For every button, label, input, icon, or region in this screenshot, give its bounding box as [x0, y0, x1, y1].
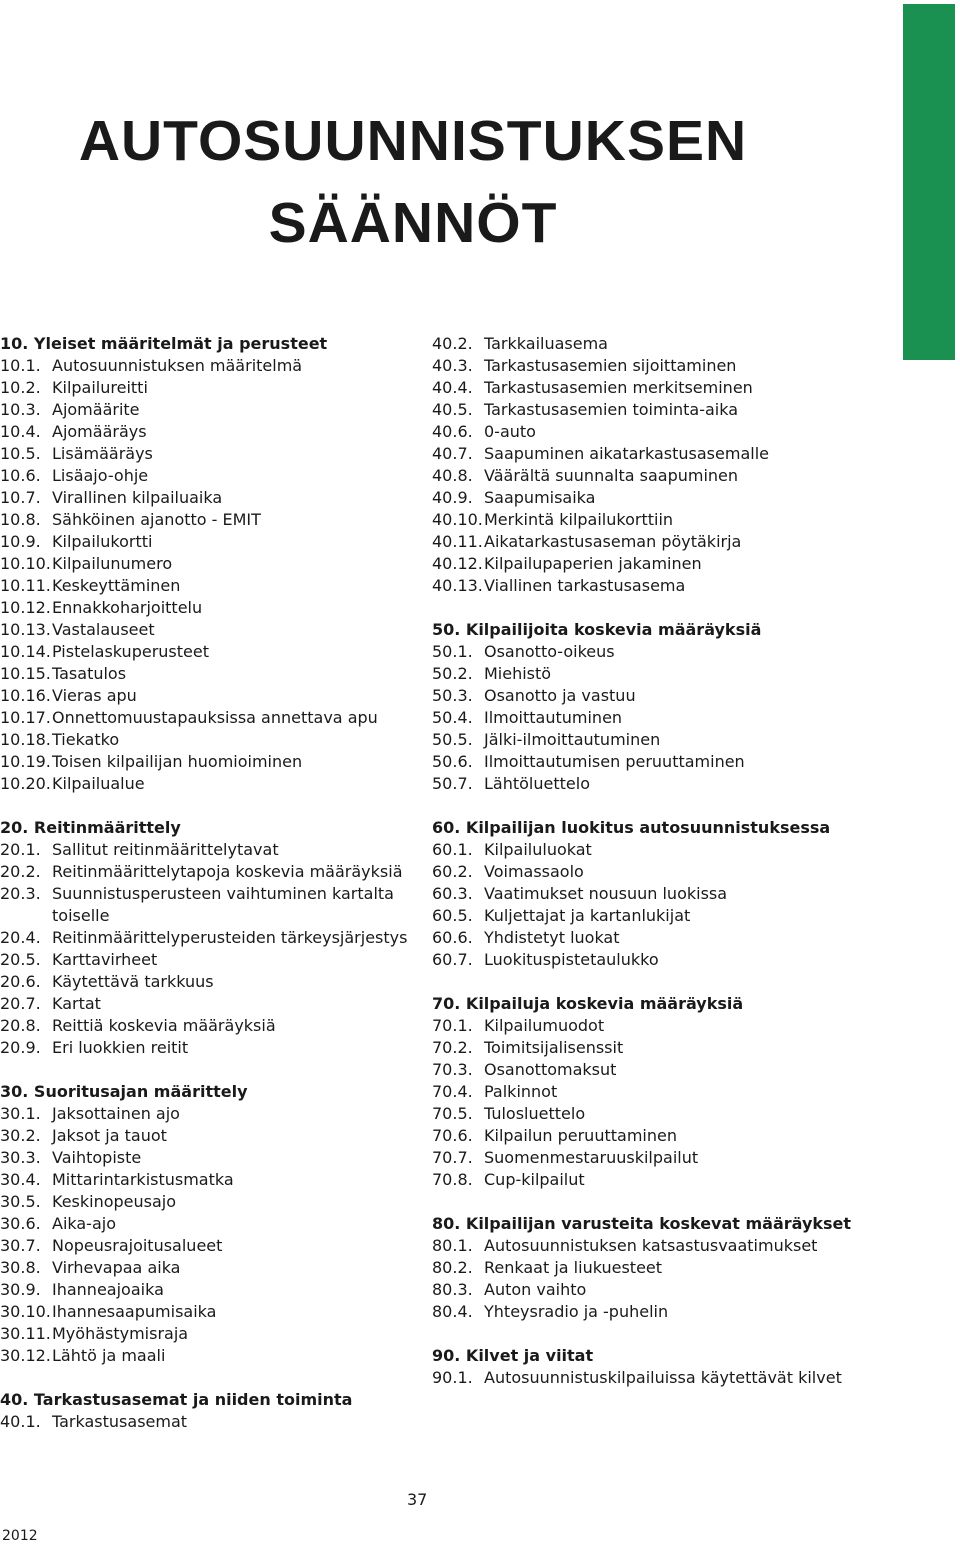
toc-item-number: 30.10.	[0, 1302, 51, 1321]
toc-section	[432, 993, 902, 1191]
toc-item-number: 10.19.	[0, 752, 51, 771]
toc-item-number: 10.13.	[0, 620, 51, 639]
toc-item-number: 70.5.	[432, 1104, 473, 1123]
toc-item	[0, 531, 420, 553]
toc-section	[432, 1345, 902, 1389]
toc-item-label: Mittarintarkistusmatka	[52, 1170, 234, 1189]
toc-item	[432, 949, 902, 971]
toc-section	[432, 333, 902, 597]
toc-item-number: 60.7.	[432, 950, 473, 969]
title-line-1: AUTOSUUNNISTUKSEN	[78, 109, 748, 173]
toc-item-number: 40.3.	[432, 356, 473, 375]
toc-item-label: Vaatimukset nousuun luokissa	[484, 884, 728, 903]
toc-item	[432, 883, 902, 905]
toc-item-label: Eri luokkien reitit	[52, 1038, 189, 1057]
toc-item-label: Käytettävä tarkkuus	[52, 972, 214, 991]
toc-item-label: Yhteysradio ja -puhelin	[484, 1302, 669, 1321]
toc-item	[0, 1169, 420, 1191]
toc-item-label: Ilmoittautuminen	[484, 708, 623, 727]
toc-item-number: 60.6.	[432, 928, 473, 947]
toc-item	[0, 1411, 420, 1433]
toc-item	[432, 751, 902, 773]
toc-item-number: 20.1.	[0, 840, 41, 859]
toc-item-label: Autosuunnistuksen katsastusvaatimukset	[484, 1236, 818, 1255]
toc-item-number: 70.2.	[432, 1038, 473, 1057]
toc-item-number: 50.2.	[432, 664, 473, 683]
toc-item-label: Ajomäärite	[52, 400, 140, 419]
toc-item-label: Kilpailun peruuttaminen	[484, 1126, 677, 1145]
section-heading: 60. Kilpailijan luokitus autosuunnistuksessa	[432, 818, 831, 837]
toc-item-label: Kuljettajat ja kartanlukijat	[484, 906, 691, 925]
toc-item-label: Kilpailumuodot	[484, 1016, 605, 1035]
section-heading: 10. Yleiset määritelmät ja perusteet	[0, 334, 328, 353]
toc-item-number: 70.6.	[432, 1126, 473, 1145]
toc-item-number: 20.4.	[0, 928, 41, 947]
toc-item	[0, 949, 420, 971]
toc-item	[432, 509, 902, 531]
toc-item-number: 10.18.	[0, 730, 51, 749]
toc-item	[0, 509, 420, 531]
toc-item-number: 10.14.	[0, 642, 51, 661]
toc-item-number: 60.3.	[432, 884, 473, 903]
toc-item-number: 10.15.	[0, 664, 51, 683]
section-heading: 90. Kilvet ja viitat	[432, 1346, 594, 1365]
toc-item-label: Kartat	[52, 994, 101, 1013]
toc-item-number: 80.2.	[432, 1258, 473, 1277]
toc-item	[0, 641, 420, 663]
toc-item	[0, 927, 420, 949]
toc-item-label: Kilpailukortti	[52, 532, 153, 551]
toc-item	[432, 927, 902, 949]
toc-item	[0, 839, 420, 861]
toc-item-number: 70.7.	[432, 1148, 473, 1167]
toc-section	[432, 817, 902, 971]
toc-item	[432, 1037, 902, 1059]
toc-item-label: Tarkastusasemien merkitseminen	[484, 378, 753, 397]
toc-item	[432, 377, 902, 399]
toc-item	[432, 1235, 902, 1257]
toc-section	[0, 1389, 420, 1433]
toc-item-label: Tarkastusasemat	[52, 1412, 188, 1431]
toc-item-label: Ilmoittautumisen peruuttaminen	[484, 752, 745, 771]
toc-item-label: Keskeyttäminen	[52, 576, 181, 595]
toc-item	[0, 1147, 420, 1169]
toc-item-number: 10.11.	[0, 576, 51, 595]
toc-item-label: Virhevapaa aika	[52, 1258, 181, 1277]
toc-item-number: 30.6.	[0, 1214, 41, 1233]
toc-item-label: Autosuunnistuskilpailuissa käytettävät kilvet	[484, 1368, 842, 1387]
toc-item-number: 40.11.	[432, 532, 483, 551]
toc-item-label: Lähtöluettelo	[484, 774, 590, 793]
toc-item-label: Keskinopeusajo	[52, 1192, 177, 1211]
toc-item	[0, 1345, 420, 1367]
toc-section	[432, 1213, 902, 1323]
toc-item-number: 20.5.	[0, 950, 41, 969]
toc-item-label: Tarkastusasemien toiminta-aika	[484, 400, 739, 419]
toc-item	[432, 1125, 902, 1147]
toc-item-label: Kilpailunumero	[52, 554, 173, 573]
toc-item	[432, 487, 902, 509]
toc-item-number: 80.4.	[432, 1302, 473, 1321]
green-accent-bar	[903, 4, 955, 360]
toc-item-label: Saapuminen aikatarkastusasemalle	[484, 444, 769, 463]
toc-item-label: Karttavirheet	[52, 950, 158, 969]
toc-item-label: Kilpailualue	[52, 774, 145, 793]
toc-item-label: Vieras apu	[52, 686, 137, 705]
section-heading: 70. Kilpailuja koskevia määräyksiä	[432, 994, 744, 1013]
toc-item-number: 40.5.	[432, 400, 473, 419]
toc-item	[432, 333, 902, 355]
toc-item-label: Vastalauseet	[52, 620, 155, 639]
toc-item-number: 10.6.	[0, 466, 41, 485]
toc-item	[432, 839, 902, 861]
toc-item	[432, 861, 902, 883]
toc-item	[432, 465, 902, 487]
toc-item-label: Lisäajo-ohje	[52, 466, 149, 485]
toc-item-number: 10.1.	[0, 356, 41, 375]
toc-item-label: Jälki-ilmoittautuminen	[484, 730, 661, 749]
toc-item	[432, 1169, 902, 1191]
toc-item	[0, 1191, 420, 1213]
toc-item	[0, 971, 420, 993]
toc-section	[432, 619, 902, 795]
toc-item	[432, 1081, 902, 1103]
toc-item	[0, 861, 420, 883]
toc-item	[432, 1147, 902, 1169]
toc-item	[0, 1015, 420, 1037]
section-heading: 50. Kilpailijoita koskevia määräyksiä	[432, 620, 762, 639]
toc-item	[0, 685, 420, 707]
toc-item-number: 30.7.	[0, 1236, 41, 1255]
toc-item	[0, 443, 420, 465]
toc-item	[432, 1279, 902, 1301]
toc-item-number: 50.6.	[432, 752, 473, 771]
toc-item-number: 40.7.	[432, 444, 473, 463]
toc-item-label: Saapumisaika	[484, 488, 596, 507]
toc-item	[432, 1301, 902, 1323]
toc-item	[0, 399, 420, 421]
toc-item-number: 40.4.	[432, 378, 473, 397]
toc-item-label: Cup-kilpailut	[484, 1170, 585, 1189]
toc-item	[0, 1279, 420, 1301]
toc-item-label: Jaksottainen ajo	[52, 1104, 180, 1123]
toc-item-number: 10.12.	[0, 598, 51, 617]
toc-item-label: Nopeusrajoitusalueet	[52, 1236, 223, 1255]
toc-item-number: 60.2.	[432, 862, 473, 881]
toc-item-label: Suunnistusperusteen vaihtuminen kartalta toiselle	[52, 884, 394, 925]
toc-item-number: 30.12.	[0, 1346, 51, 1365]
toc-item	[0, 619, 420, 641]
toc-right-column	[432, 333, 902, 1411]
toc-item-label: Ihannesaapumisaika	[52, 1302, 217, 1321]
toc-item-label: Lisämääräys	[52, 444, 153, 463]
toc-item	[432, 663, 902, 685]
toc-item	[432, 355, 902, 377]
year-label: 2012	[2, 1528, 38, 1544]
toc-item	[0, 575, 420, 597]
toc-item-number: 10.2.	[0, 378, 41, 397]
toc-item-label: Reittiä koskevia määräyksiä	[52, 1016, 276, 1035]
toc-item-label: Osanottomaksut	[484, 1060, 617, 1079]
toc-item	[0, 993, 420, 1015]
toc-item-number: 20.6.	[0, 972, 41, 991]
toc-item	[432, 707, 902, 729]
toc-item-number: 10.8.	[0, 510, 41, 529]
toc-item-number: 30.1.	[0, 1104, 41, 1123]
toc-item-label: Viallinen tarkastusasema	[484, 576, 686, 595]
toc-item-number: 80.3.	[432, 1280, 473, 1299]
toc-item-label: Reitinmäärittelytapoja koskevia määräyksiä	[52, 862, 403, 881]
toc-section	[0, 1081, 420, 1367]
toc-item-label: Lähtö ja maali	[52, 1346, 166, 1365]
toc-item-number: 70.4.	[432, 1082, 473, 1101]
toc-item-label: Kilpailureitti	[52, 378, 148, 397]
toc-item-number: 30.2.	[0, 1126, 41, 1145]
section-heading: 40. Tarkastusasemat ja niiden toiminta	[0, 1390, 353, 1409]
toc-item-label: Onnettomuustapauksissa annettava apu	[52, 708, 378, 727]
toc-item-label: Aika-ajo	[52, 1214, 116, 1233]
toc-item-label: Ihanneajoaika	[52, 1280, 164, 1299]
toc-item-label: Tarkkailuasema	[484, 334, 608, 353]
toc-item-label: Toimitsijalisenssit	[484, 1038, 624, 1057]
toc-item-label: Toisen kilpailijan huomioiminen	[52, 752, 303, 771]
toc-item	[0, 773, 420, 795]
toc-left-column	[0, 333, 420, 1455]
toc-item-number: 40.8.	[432, 466, 473, 485]
toc-item	[432, 1367, 902, 1389]
toc-item-number: 10.17.	[0, 708, 51, 727]
toc-item	[0, 663, 420, 685]
toc-item-label: Tarkastusasemien sijoittaminen	[484, 356, 737, 375]
toc-item-label: Renkaat ja liukuesteet	[484, 1258, 663, 1277]
toc-item-number: 10.16.	[0, 686, 51, 705]
toc-item-number: 20.7.	[0, 994, 41, 1013]
toc-item-number: 50.5.	[432, 730, 473, 749]
toc-item	[432, 1103, 902, 1125]
toc-item	[432, 553, 902, 575]
toc-item-number: 30.3.	[0, 1148, 41, 1167]
toc-item-number: 10.5.	[0, 444, 41, 463]
toc-item	[0, 1103, 420, 1125]
toc-item	[432, 1257, 902, 1279]
toc-item-number: 10.3.	[0, 400, 41, 419]
toc-item-label: Ennakkoharjoittelu	[52, 598, 203, 617]
toc-item-label: Voimassaolo	[484, 862, 584, 881]
toc-item-number: 20.3.	[0, 884, 41, 903]
toc-item	[432, 685, 902, 707]
toc-item	[0, 883, 420, 927]
toc-item-number: 40.10.	[432, 510, 483, 529]
toc-item	[0, 487, 420, 509]
toc-item-number: 50.4.	[432, 708, 473, 727]
toc-item-number: 30.11.	[0, 1324, 51, 1343]
toc-item	[432, 1059, 902, 1081]
toc-item	[0, 355, 420, 377]
toc-item-label: Vaihtopiste	[52, 1148, 142, 1167]
toc-item-number: 20.2.	[0, 862, 41, 881]
toc-item-label: Tiekatko	[52, 730, 120, 749]
toc-item	[432, 421, 902, 443]
toc-item-number: 50.3.	[432, 686, 473, 705]
toc-item-label: Tasatulos	[52, 664, 127, 683]
title-line-2: SÄÄNNÖT	[268, 191, 558, 255]
toc-item	[0, 1323, 420, 1345]
toc-section	[0, 817, 420, 1059]
page-title	[0, 100, 826, 264]
toc-item-number: 40.2.	[432, 334, 473, 353]
toc-item-number: 60.1.	[432, 840, 473, 859]
toc-item-number: 30.4.	[0, 1170, 41, 1189]
toc-item-label: Osanotto-oikeus	[484, 642, 615, 661]
section-heading: 80. Kilpailijan varusteita koskevat määräykset	[432, 1214, 852, 1233]
toc-item-number: 50.7.	[432, 774, 473, 793]
toc-section	[0, 333, 420, 795]
toc-item-label: Kilpailupaperien jakaminen	[484, 554, 702, 573]
toc-item	[0, 553, 420, 575]
toc-item-number: 30.5.	[0, 1192, 41, 1211]
toc-item-number: 10.20.	[0, 774, 51, 793]
toc-item-label: Autosuunnistuksen määritelmä	[52, 356, 303, 375]
toc-item-number: 40.6.	[432, 422, 473, 441]
toc-item-label: Jaksot ja tauot	[52, 1126, 167, 1145]
toc-item	[432, 1015, 902, 1037]
toc-item-label: Merkintä kilpailukorttiin	[484, 510, 674, 529]
toc-item-number: 30.8.	[0, 1258, 41, 1277]
toc-item-label: Aikatarkastusaseman pöytäkirja	[484, 532, 742, 551]
toc-item-label: Auton vaihto	[484, 1280, 587, 1299]
toc-item-label: Luokituspistetaulukko	[484, 950, 659, 969]
toc-item-label: Osanotto ja vastuu	[484, 686, 636, 705]
toc-item-label: Sallitut reitinmäärittelytavat	[52, 840, 279, 859]
toc-item	[432, 905, 902, 927]
toc-item-label: Virallinen kilpailuaika	[52, 488, 223, 507]
toc-item-number: 20.8.	[0, 1016, 41, 1035]
toc-item-number: 10.4.	[0, 422, 41, 441]
toc-item	[432, 729, 902, 751]
toc-item-number: 20.9.	[0, 1038, 41, 1057]
toc-item-label: Kilpailuluokat	[484, 840, 592, 859]
toc-item	[0, 377, 420, 399]
toc-item	[0, 421, 420, 443]
toc-item-number: 80.1.	[432, 1236, 473, 1255]
toc-item-number: 50.1.	[432, 642, 473, 661]
toc-item	[0, 1125, 420, 1147]
toc-item-label: Reitinmäärittelyperusteiden tärkeysjärjestys	[52, 928, 408, 947]
toc-item-label: Tulosluettelo	[484, 1104, 586, 1123]
toc-item	[432, 443, 902, 465]
toc-item	[432, 575, 902, 597]
toc-item-label: Pistelaskuperusteet	[52, 642, 209, 661]
toc-item-number: 90.1.	[432, 1368, 473, 1387]
toc-item	[432, 399, 902, 421]
toc-item-number: 30.9.	[0, 1280, 41, 1299]
toc-item-number: 10.7.	[0, 488, 41, 507]
toc-item	[0, 465, 420, 487]
section-heading: 30. Suoritusajan määrittely	[0, 1082, 248, 1101]
toc-item-number: 10.10.	[0, 554, 51, 573]
toc-item-number: 40.12.	[432, 554, 483, 573]
toc-item	[0, 729, 420, 751]
toc-item-label: Sähköinen ajanotto - EMIT	[52, 510, 261, 529]
section-heading: 20. Reitinmäärittely	[0, 818, 181, 837]
toc-item	[0, 751, 420, 773]
toc-item-label: Palkinnot	[484, 1082, 558, 1101]
toc-item-number: 10.9.	[0, 532, 41, 551]
toc-item	[0, 1213, 420, 1235]
toc-item-number: 60.5.	[432, 906, 473, 925]
toc-item-label: 0-auto	[484, 422, 536, 441]
toc-item	[0, 1235, 420, 1257]
page-number: 37	[407, 1490, 428, 1509]
toc-item-label: Ajomääräys	[52, 422, 147, 441]
toc-item	[0, 1037, 420, 1059]
toc-item-label: Myöhästymisraja	[52, 1324, 189, 1343]
toc-item-label: Väärältä suunnalta saapuminen	[484, 466, 739, 485]
toc-item-number: 70.1.	[432, 1016, 473, 1035]
toc-item	[0, 1301, 420, 1323]
toc-item-label: Suomenmestaruuskilpailut	[484, 1148, 699, 1167]
toc-item-label: Yhdistetyt luokat	[484, 928, 620, 947]
toc-item-number: 40.9.	[432, 488, 473, 507]
toc-item	[0, 1257, 420, 1279]
toc-item-label: Miehistö	[484, 664, 552, 683]
toc-item	[0, 597, 420, 619]
toc-item-number: 40.1.	[0, 1412, 41, 1431]
toc-item	[0, 707, 420, 729]
toc-item-number: 70.3.	[432, 1060, 473, 1079]
toc-item	[432, 641, 902, 663]
toc-item-number: 70.8.	[432, 1170, 473, 1189]
toc-item-number: 40.13.	[432, 576, 483, 595]
toc-item	[432, 773, 902, 795]
toc-item	[432, 531, 902, 553]
